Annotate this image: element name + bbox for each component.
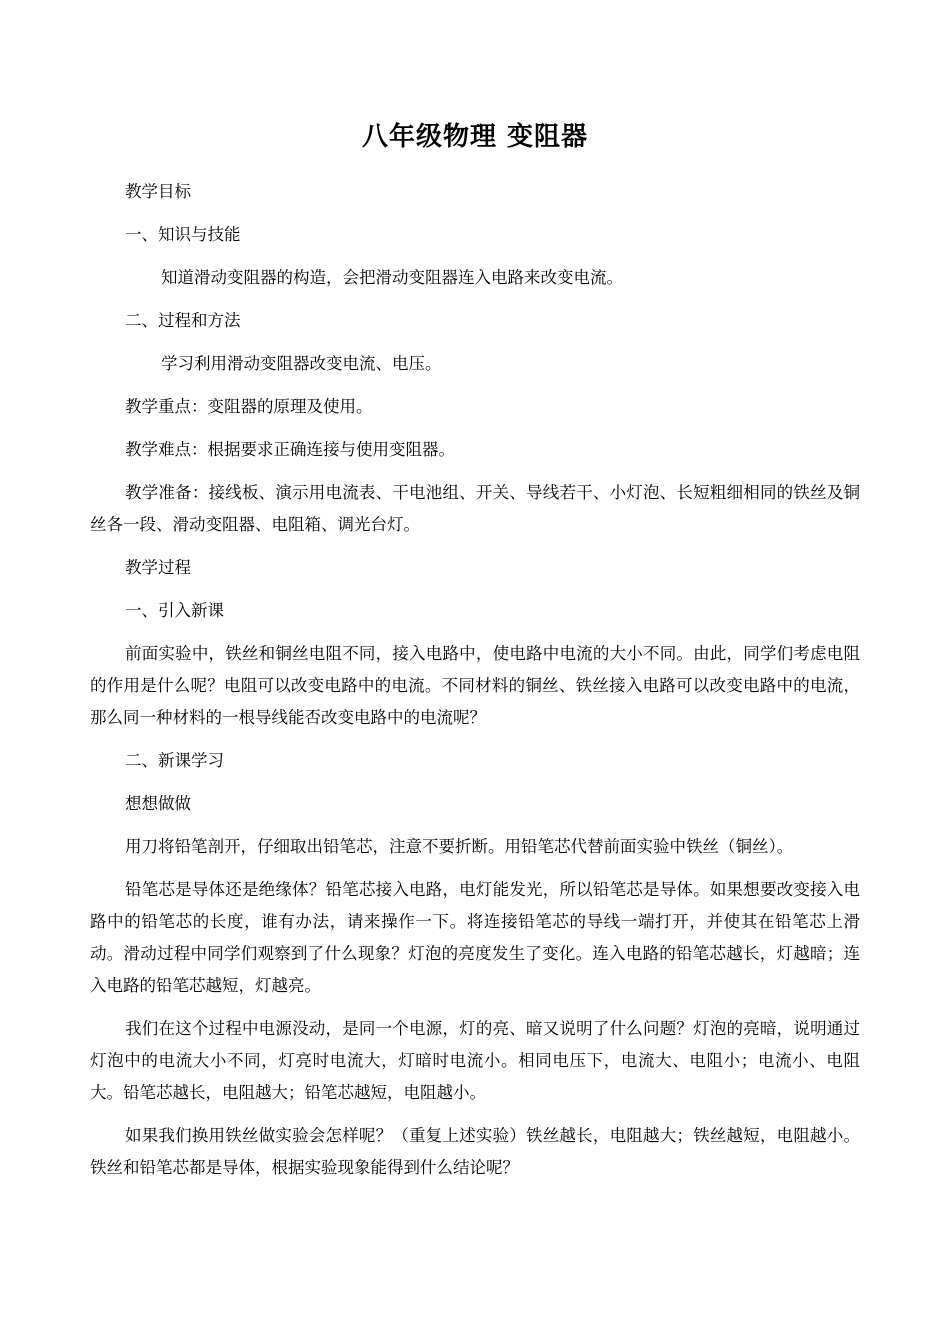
paragraph-teaching-difficulty: 教学难点：根据要求正确连接与使用变阻器。 [125,440,455,459]
section-heading-teaching-goals: 教学目标 [125,182,191,201]
paragraph-pencil-lead: 用刀将铅笔剖开，仔细取出铅笔芯，注意不要折断。用铅笔芯代替前面实验中铁丝（铜丝）。 [125,837,794,856]
subsection-heading-intro: 一、引入新课 [125,601,224,620]
paragraph-teaching-preparation: 教学准备：接线板、演示用电流表、干电池组、开关、导线若干、小灯泡、长短粗细相同的铁丝及铜丝各一段、滑动变阻器、电阻箱、调光台灯。 [90,483,860,534]
paragraph-iron-wire: 如果我们换用铁丝做实验会怎样呢？（重复上述实验）铁丝越长，电阻越大；铁丝越短，电阻越小。铁丝和铅笔芯都是导体，根据实验现象能得到什么结论呢？ [90,1126,860,1177]
document-title: 八年级物理 变阻器 [361,122,589,152]
paragraph-conductor-experiment: 铅笔芯是导体还是绝缘体？铅笔芯接入电路，电灯能发光，所以铅笔芯是导体。如果想要改变接入电路中的铅笔芯的长度，谁有办法，请来操作一下。将连接铅笔芯的导线一端打开，并使其在铅笔芯上滑动。滑动过程中同学们观察到了什么现象？灯泡的亮度发生了变化。连入电路的铅笔芯越长，灯越暗；连入电路的铅笔芯越短，灯越亮。 [90,880,860,995]
subsection-heading-process-method: 二、过程和方法 [125,311,241,330]
subsection-heading-new-lesson: 二、新课学习 [125,751,224,770]
subsection-heading-think-do: 想想做做 [125,794,191,813]
subsection-heading-knowledge-skills: 一、知识与技能 [125,225,241,244]
paragraph-knowledge-skills: 知道滑动变阻器的构造，会把滑动变阻器连入电路来改变电流。 [161,268,623,287]
document-body [90,176,860,1195]
paragraph-teaching-focus: 教学重点：变阻器的原理及使用。 [125,397,373,416]
paragraph-brightness-explanation: 我们在这个过程中电源没动，是同一个电源，灯的亮、暗又说明了什么问题？灯泡的亮暗，说明通过灯泡中的电流大小不同，灯亮时电流大，灯暗时电流小。相同电压下，电流大、电阻小；电流小、电阻大。铅笔芯越长，电阻越大；铅笔芯越短，电阻越小。 [90,1019,860,1102]
paragraph-intro: 前面实验中，铁丝和铜丝电阻不同，接入电路中，使电路中电流的大小不同。由此，同学们考虑电阻的作用是什么呢？电阻可以改变电路中的电流。不同材料的铜丝、铁丝接入电路可以改变电路中的电流，那么同一种材料的一根导线能否改变电路中的电流呢？ [90,644,860,727]
paragraph-process-method: 学习利用滑动变阻器改变电流、电压。 [161,354,442,373]
section-heading-teaching-process: 教学过程 [125,558,191,577]
